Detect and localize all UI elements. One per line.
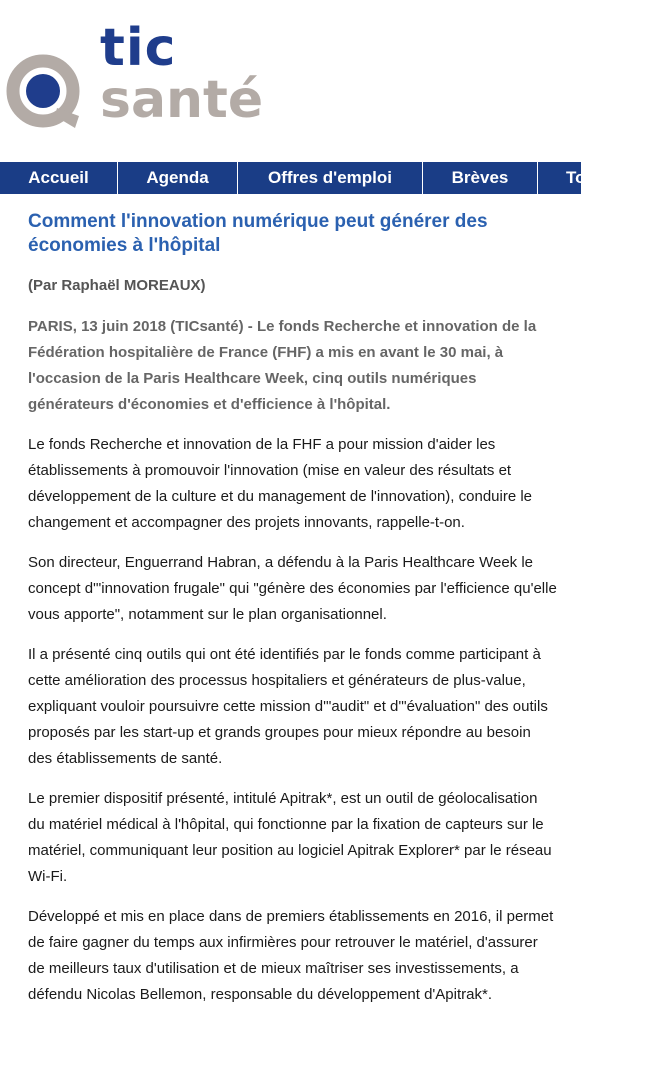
article-paragraph: Il a présenté cinq outils qui ont été identifiés par le fonds comme participant à cette amélioration des processus hospitaliers et générateurs de plus-value, expliquant vouloir poursuivre cette mission d'"audit" et d'"évaluation" des outils proposés par les start-up et grands groupes pour mieux répondre au besoin des établissements de santé.	[28, 646, 548, 767]
article-lead: PARIS, 13 juin 2018 (TICsanté) - Le fonds Recherche et innovation de la Fédération hospitalière de France (FHF) a mis en avant le 30 mai, à l'occasion de la Paris Healthcare Week, cinq outils numériques générateurs d'économies et d'efficience à l'hôpital.	[28, 318, 537, 413]
nav-item-offres-emploi[interactable]: Offres d'emploi	[238, 162, 423, 194]
q-logo-icon[interactable]	[5, 50, 87, 132]
article-paragraph: Le fonds Recherche et innovation de la FHF a pour mission d'aider les établissements à promouvoir l'innovation (mise en valeur des résultats et développement de la culture et du management de l'innovation), conduire le changement et accompagner des projets innovants, rappelle-t-on.	[28, 436, 533, 531]
main-navigation	[0, 162, 586, 194]
logo-text-sante[interactable]: santé	[100, 70, 264, 130]
article	[28, 210, 558, 1008]
article-byline: (Par Raphaël MOREAUX)	[28, 277, 206, 294]
article-paragraph: Développé et mis en place dans de premiers établissements en 2016, il permet de faire gagner du temps aux infirmières pour retrouver le matériel, d'assurer de meilleurs taux d'utilisation et de mieux maîtriser ses investissements, a défendu Nicolas Bellemon, responsable du développement d'Apitrak*.	[28, 908, 554, 1003]
site-header	[0, 0, 651, 160]
nav-item-breves[interactable]: Brèves	[423, 162, 538, 194]
article-title: Comment l'innovation numérique peut générer des économies à l'hôpital	[28, 211, 488, 256]
nav-item-accueil[interactable]: Accueil	[0, 162, 118, 194]
logo-text-tic[interactable]: tic	[100, 18, 177, 78]
article-paragraph: Le premier dispositif présenté, intitulé Apitrak*, est un outil de géolocalisation du matériel médical à l'hôpital, qui fonctionne par la fixation de capteurs sur le matériel, communiquant leur position au logiciel Apitrak Explorer* par le réseau Wi-Fi.	[28, 790, 552, 885]
nav-item-agenda[interactable]: Agenda	[118, 162, 238, 194]
nav-item-truncated[interactable]: To	[566, 168, 586, 187]
article-paragraph: Son directeur, Enguerrand Habran, a défendu à la Paris Healthcare Week le concept d'"innovation frugale" qui "génère des économies par l'efficience qu'elle vous apporte", notamment sur le plan organisationnel.	[28, 554, 557, 623]
